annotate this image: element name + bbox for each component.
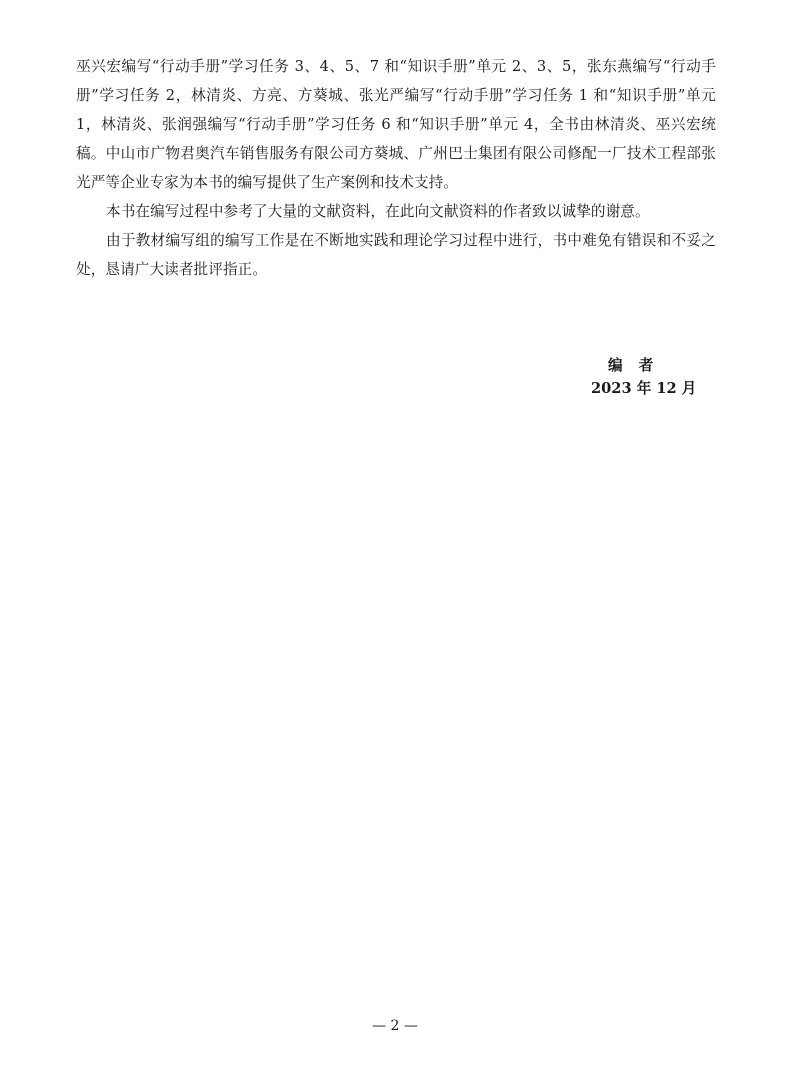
signer-label: 编者: [608, 357, 670, 374]
paragraph-authors: 巫兴宏编写“行动手册”学习任务 3、4、5、7 和“知识手册”单元 2、3、5，张东燕编写“行动手册”学习任务 2，林清炎、方亮、方葵城、张光严编写“行动手册”学习任务 1 和“知识手册”单元 1，林清炎、张润强编写“行动手册”学习任务 6 和“知识手册”单元 4，全书由林清炎、巫兴宏统稿。中山市广物君奥汽车销售服务有限公司方葵城、广州巴士集团有限公司修配一厂技术工程部张光严等企业专家为本书的编写提供了生产案例和技术支持。: [76, 58, 716, 191]
preface-body: [76, 52, 716, 284]
page-number: — 2 —: [372, 1018, 418, 1034]
paragraph-references: 本书在编写过程中参考了大量的文献资料，在此向文献资料的作者致以诚挚的谢意。: [106, 203, 650, 220]
signature-date: 2023 年 12 月: [591, 380, 697, 397]
paragraph-disclaimer: 由于教材编写组的编写工作是在不断地实践和理论学习过程中进行，书中难免有错误和不妥之处，恳请广大读者批评指正。: [76, 232, 716, 278]
